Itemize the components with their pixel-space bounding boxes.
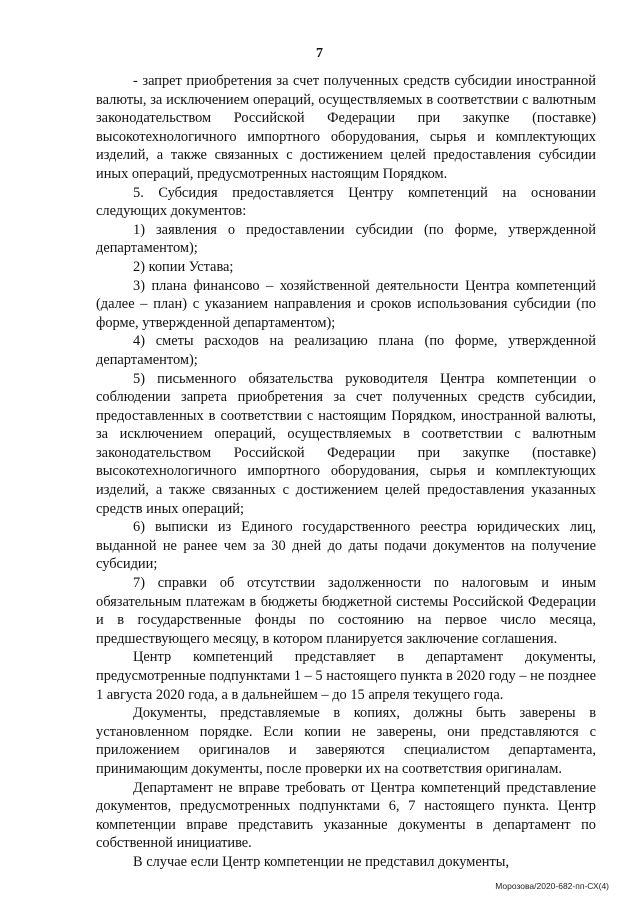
paragraph-copies-certification: Документы, представляемые в копиях, должны быть заверены в установленном порядке. Если копии не заверены, они представляются с приложением оригиналов и заверяются специалистом департамента, принимающим документы, после проверки их на соответствия оригиналам.: [96, 705, 596, 777]
paragraph-subitem-2: 2) копии Устава;: [133, 258, 234, 275]
document-body: [96, 72, 596, 872]
page-number: 7: [316, 46, 323, 61]
paragraph-subitem-3: 3) плана финансово – хозяйственной деятельности Центра компетенций (далее – план) с указанием направления и сроков использования субсидии (по форме, утвержденной департаментом);: [96, 277, 596, 331]
paragraph-subitem-4: 4) сметы расходов на реализацию плана (по форме, утвержденной департаментом);: [96, 333, 596, 368]
paragraph-subitem-7: 7) справки об отсутствии задолженности по налоговым и иным обязательным платежам в бюджеты бюджетной системы Российской Федерации и в государственные фонды по состоянию на первое число месяца, предшествующего месяцу, в котором планируется заключение соглашения.: [96, 575, 596, 647]
paragraph-subitem-1: 1) заявления о предоставлении субсидии (по форме, утвержденной департаментом);: [96, 221, 596, 257]
paragraph-continuation: В случае если Центр компетенции не представил документы,: [133, 853, 510, 870]
paragraph-submission-deadline: Центр компетенций представляет в департамент документы, предусмотренные подпунктами 1 – 5 настоящего пункта в 2020 году – не позднее 1 августа 2020 года, а в дальнейшем – до 15 апреля текущего года.: [96, 649, 596, 703]
paragraph-department-restriction: Департамент не вправе требовать от Центра компетенций представление документов, предусмотренных подпунктами 6, 7 настоящего пункта. Центр компетенции вправе представить указанные документы в департамент по собственной инициативе.: [96, 779, 596, 852]
paragraph-subitem-5: 5) письменного обязательства руководителя Центра компетенции о соблюдении запрета приобретения за счет полученных средств субсидии, предоставленных в соответствии с настоящим Порядком, иностранной валюты, за исключением операций, осуществляемых в соответствии с валютным законодательством Российской Федерации при закупке (поставке) высокотехнологичного импортного оборудования, сырья и комплектующих изделий, а также связанных с достижением целей предоставления указанных средств иных операций;: [96, 370, 596, 517]
paragraph-currency-ban: - запрет приобретения за счет полученных средств субсидии иностранной валюты, за исключением операций, осуществляемых в соответствии с валютным законодательством Российской Федерации при закупке (поставке) высокотехнологичного импортного оборудования, сырья и комплектующих изделий, а также связанных с достижением целей предоставления субсидии иных операций, предусмотренных настоящим Порядком.: [96, 73, 596, 182]
footer-document-code: Морозова/2020-682-пп-СХ(4): [495, 881, 609, 891]
paragraph-item-5: 5. Субсидия предоставляется Центру компетенций на основании следующих документов:: [96, 184, 596, 220]
paragraph-subitem-6: 6) выписки из Единого государственного реестра юридических лиц, выданной не ранее чем за 30 дней до даты подачи документов на получение субсидии;: [96, 519, 596, 573]
